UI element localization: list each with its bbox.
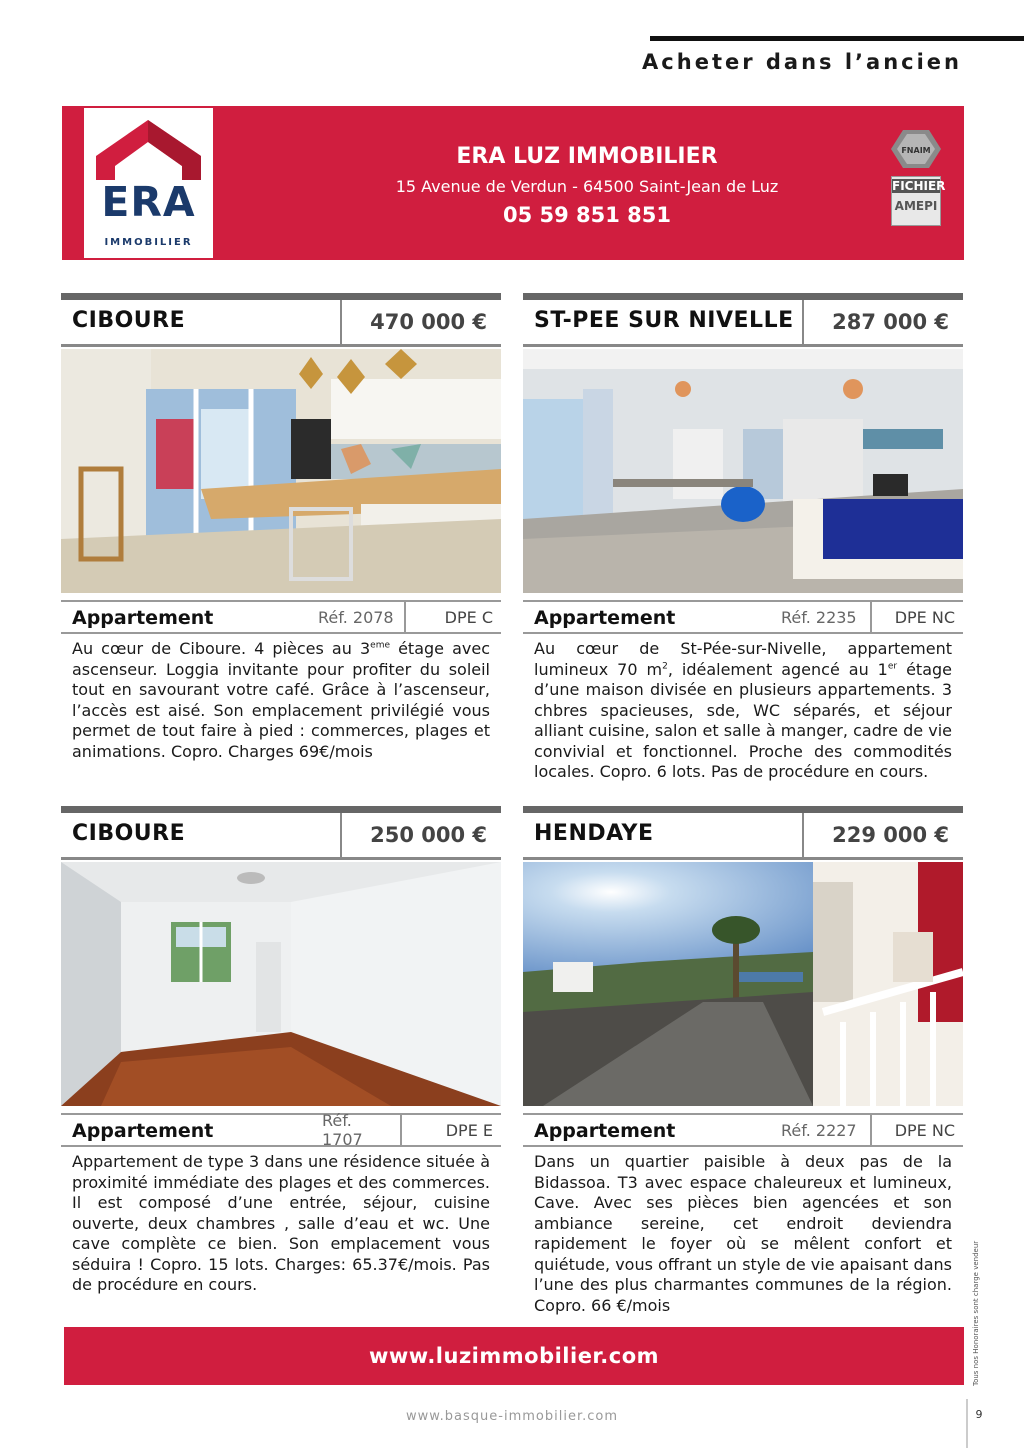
page-number: 9 <box>966 1399 990 1448</box>
listing-info-row <box>523 600 963 634</box>
listing-ref: Réf. 2235 <box>771 602 872 632</box>
listing-description <box>72 639 490 762</box>
agency-banner <box>62 106 964 260</box>
era-logo <box>84 108 213 258</box>
listing-header <box>61 806 501 860</box>
listing-type: Appartement <box>534 607 676 629</box>
listing-card[interactable] <box>523 293 963 793</box>
kitchen-dining-photo[interactable] <box>61 349 501 593</box>
amepi-bottom-label: AMEPI <box>894 199 938 213</box>
living-room-photo[interactable] <box>523 349 963 593</box>
desc-text: étage d’une maison divisée en plusieurs appartements. 3 chbres spacieuses, sde, WC séparés, et séjour alliant cuisine, salon et salle à manger, cadre de vie convivial et fonctionnel. Proche des commodités locales. Copro. 6 lots. Pas de procédure en cours. <box>534 659 953 781</box>
amepi-top-label: FICHIER <box>892 179 946 193</box>
section-title: Acheter dans l’ancien <box>642 50 962 74</box>
listing-info-row <box>61 1113 501 1147</box>
listing-card[interactable] <box>523 806 963 1315</box>
listing-header <box>523 293 963 347</box>
listing-card[interactable] <box>61 806 501 1306</box>
listing-price: 287 000 € <box>802 300 963 344</box>
listing-type: Appartement <box>72 607 214 629</box>
desc-text: , idéalement agencé au 1 <box>667 659 888 679</box>
listing-info-row <box>523 1113 963 1147</box>
empty-room-photo[interactable] <box>61 862 501 1106</box>
agency-name: ERA LUZ IMMOBILIER <box>456 144 718 169</box>
fnaim-label: FNAIM <box>901 146 931 155</box>
amepi-badge <box>891 176 946 226</box>
listing-price: 229 000 € <box>802 813 963 857</box>
desc-text: Au cœur de Ciboure. 4 pièces au 3 <box>72 639 371 658</box>
listing-price: 470 000 € <box>340 300 501 344</box>
listing-dpe: DPE NC <box>894 1120 955 1140</box>
roof-icon <box>96 120 201 180</box>
listing-type: Appartement <box>534 1120 676 1142</box>
listing-dpe: DPE C <box>444 607 493 627</box>
site-url[interactable]: www.basque-immobilier.com <box>405 1409 619 1424</box>
listing-ref: Réf. 2078 <box>308 602 406 632</box>
listing-header <box>523 806 963 860</box>
agency-phone[interactable]: 05 59 851 851 <box>502 203 672 227</box>
listing-ref: Réf. 1707 <box>312 1115 402 1145</box>
listing-town: CIBOURE <box>72 308 186 333</box>
listing-town: HENDAYE <box>534 821 654 846</box>
logo-text: ERA <box>101 178 196 226</box>
listing-ref: Réf. 2227 <box>771 1115 872 1145</box>
listing-price: 250 000 € <box>340 813 501 857</box>
listing-header <box>61 293 501 347</box>
top-rule <box>650 36 1024 41</box>
listing-town: ST-PEE SUR NIVELLE <box>534 308 794 333</box>
listing-card[interactable] <box>61 293 501 773</box>
desc-superscript: er <box>887 661 898 672</box>
listing-dpe: DPE NC <box>894 607 955 627</box>
website-link[interactable]: www.luzimmobilier.com <box>64 1327 964 1385</box>
listing-description: Appartement de type 3 dans une résidence située à proximité immédiate des plages et des commerces. Il est composé d’une entrée, séjour, cuisine ouverte, deux chambres , salle d’eau et wc. Une cave complète ce bien. Son emplacement vous séduira ! Copro. 15 lots. Charges: 65.37€/mois. Pas de procédure en cours. <box>72 1152 490 1294</box>
logo-subtext: IMMOBILIER <box>104 237 193 248</box>
desc-text: Au cœur de St-Pée-sur-Nivelle, appartement lumineux 70 m <box>534 639 952 679</box>
desc-superscript: eme <box>370 640 390 651</box>
listing-info-row <box>61 600 501 634</box>
listing-type: Appartement <box>72 1120 214 1142</box>
agency-address: 15 Avenue de Verdun - 64500 Saint-Jean de Luz <box>395 177 779 196</box>
fees-note: Tous nos Honoraires sont charge vendeur <box>972 1240 980 1386</box>
listing-dpe: DPE E <box>445 1120 493 1140</box>
listing-description: Dans un quartier paisible à deux pas de la Bidassoa. T3 avec espace chaleureux et lumineux, Cave. Avec ses pièces bien agencées et son ambiance sereine, cet endroit deviendra rapidement le foyer où se mêlent confort et quiétude, vous offrant un style de vie apaisant dans l’une des plus charmantes communes de la région. Copro. 66 €/mois <box>534 1152 952 1315</box>
listing-town: CIBOURE <box>72 821 186 846</box>
desc-superscript: 2 <box>662 661 668 672</box>
fnaim-badge-icon <box>891 130 941 168</box>
listing-description <box>534 639 952 783</box>
desc-text: étage avec ascenseur. Loggia invitante pour profiter du soleil tout en savourant votre café. Grâce à l’ascenseur, l’accès est aisé. Son emplacement privilégié vous permet de tout faire à pied : commerces, plages et animations. Copro. Charges 69€/mois <box>72 639 491 761</box>
balcony-view-photo[interactable] <box>523 862 963 1106</box>
